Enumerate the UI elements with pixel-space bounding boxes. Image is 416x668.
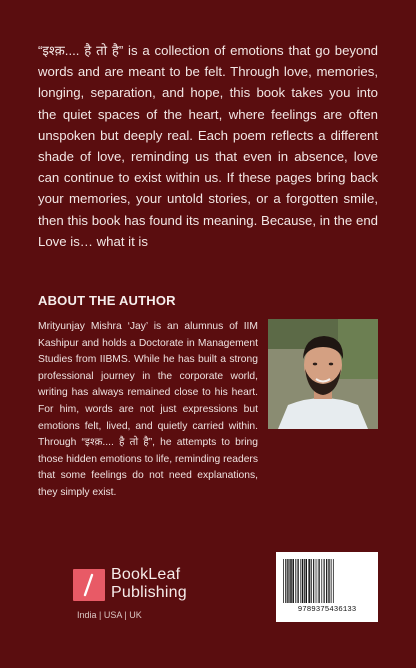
barcode-bar: [308, 559, 310, 603]
barcode-bar: [311, 559, 312, 603]
barcode-bar: [324, 559, 325, 603]
barcode-bar: [288, 559, 289, 603]
barcode-bar: [321, 559, 322, 603]
barcode-bar: [318, 559, 319, 603]
barcode-bar: [300, 559, 301, 603]
barcode-bar: [306, 559, 308, 603]
publisher-regions: India | USA | UK: [77, 610, 142, 620]
barcode-bar: [295, 559, 296, 603]
barcode-bar: [297, 559, 298, 603]
back-cover-blurb: “इश्क़.... है तो है” is a collection of emotions that go beyond words and are meant to be felt. Through love, memories, longing, separation, and hope, this book takes you into the quiet spaces of the heart, where feelings are often unspoken but deeply real. Each poem reflects a different shade of love, reminding us that even in absence, love can continue to exist within us. If these pages bring back your memories, your untold stories, or a forgotten smile, then this book has found its meaning. Because, in the end Love is… what it is: [38, 43, 378, 249]
barcode-bar: [292, 559, 294, 603]
isbn-barcode: [276, 552, 378, 622]
publisher-name-line2: Publishing: [111, 584, 187, 601]
barcode-bar: [333, 559, 334, 603]
barcode-bar: [302, 559, 303, 603]
barcode-bar: [298, 559, 299, 603]
barcode-bar: [287, 559, 288, 603]
publisher-name-line1: BookLeaf: [111, 566, 181, 583]
barcode-bar: [328, 559, 329, 603]
author-bio: Mrityunjay Mishra ‘Jay’ is an alumnus of IIM Kashipur and holds a Doctorate in Management Studies from IIBMS. While he has built a strong professional journey in the corporate world, writing has always remained close to his heart. For him, words are not just expressions but emotions felt, lived, and quietly carried within. Through “इश्क़.... है तो है”, he attempts to bring those hidden emotions to life, reminding readers that some feelings do not need explanations, they simply exist.: [38, 321, 258, 498]
barcode-bar: [329, 559, 330, 603]
barcode-bars: [282, 559, 372, 603]
barcode-bar: [319, 559, 320, 603]
barcode-bar: [304, 559, 305, 603]
barcode-bar: [326, 559, 327, 603]
publisher-logo: [73, 566, 187, 626]
barcode-bar: [316, 559, 317, 603]
barcode-bar: [285, 559, 286, 603]
publisher-logo-mark: [73, 569, 105, 601]
isbn-number: 9789375436133: [297, 606, 357, 614]
barcode-bar: [331, 559, 332, 603]
barcode-bar: [313, 559, 314, 603]
author-photo: [268, 319, 378, 429]
barcode-bar: [290, 559, 292, 603]
barcode-bar: [283, 559, 284, 603]
about-author-heading: ABOUT THE AUTHOR: [38, 293, 176, 308]
